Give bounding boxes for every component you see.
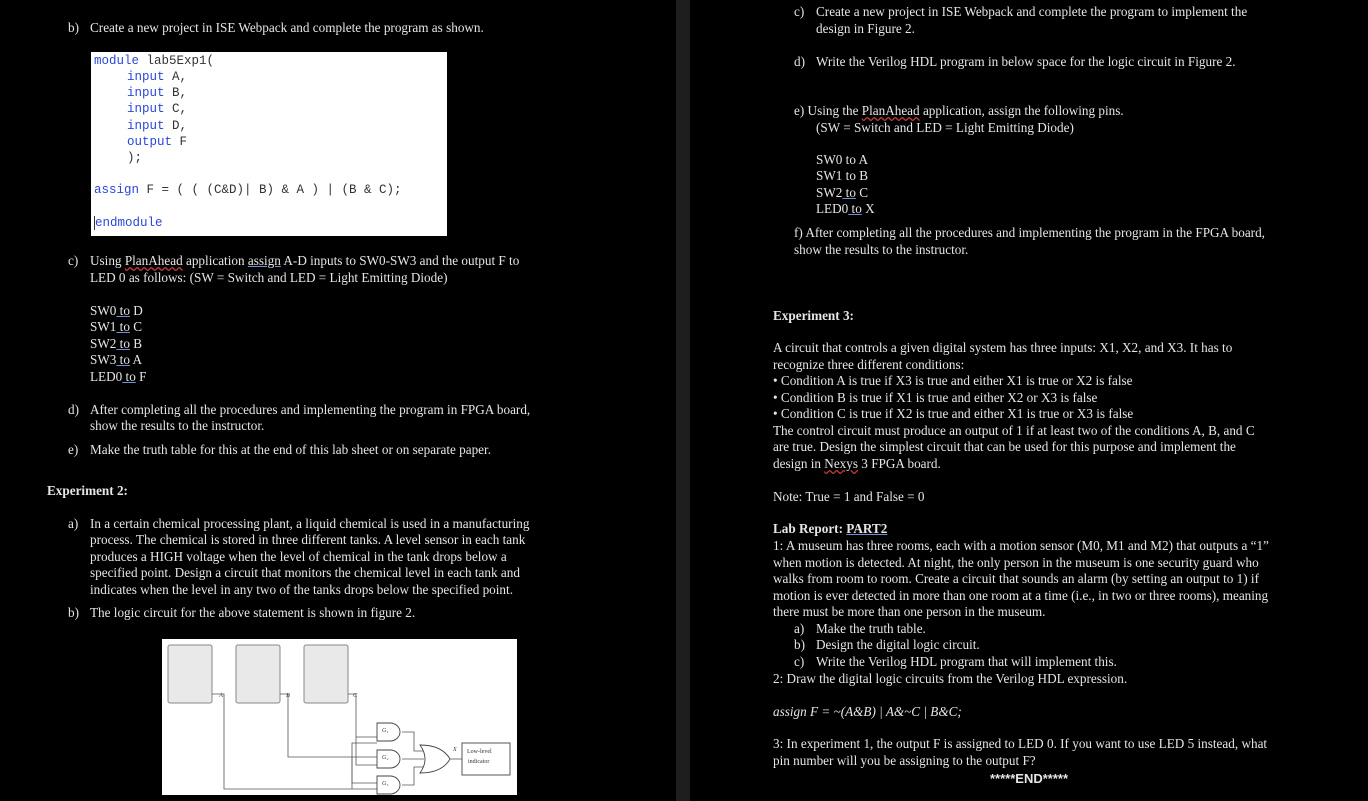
- gate-g3: [377, 776, 400, 794]
- report-line: motion is ever detected in more than one room at a time (i.e., in two or three rooms), meaning: [773, 588, 1269, 603]
- tank-b: [236, 645, 280, 703]
- label-b: B: [286, 692, 290, 699]
- step-e-text: Make the truth table for this at the end of this lab sheet or on separate paper.: [90, 442, 491, 457]
- gate-g3-label: G₃: [382, 781, 389, 787]
- or-gate: [420, 745, 450, 773]
- pin-row: LED0 to F: [90, 369, 147, 384]
- pin-row: SW0 to A: [816, 152, 869, 167]
- step-c-line-1: Create a new project in ISE Webpack and complete the program to implement the: [816, 4, 1248, 19]
- report-item: Write the Verilog HDL program that will implement this.: [816, 654, 1117, 669]
- wire-a: [212, 694, 352, 789]
- report-line: there must be more than one person in the museum.: [773, 604, 1046, 619]
- item-marker: b): [68, 20, 79, 35]
- lab-report-heading: Lab Report: PART2: [773, 521, 888, 536]
- item-marker: a): [68, 516, 79, 531]
- right-page: [690, 0, 1368, 801]
- exp3-line: recognize three different conditions:: [773, 357, 965, 372]
- step-d-line-1: After completing all the procedures and implementing the program in FPGA board,: [90, 402, 531, 417]
- step-e-line-1: e) Using the PlanAhead application, assign the following pins.: [794, 103, 1124, 118]
- question-3-line-1: 3: In experiment 1, the output F is assigned to LED 0. If you want to use LED 5 instead, what: [773, 736, 1268, 751]
- report-line: 1: A museum has three rooms, each with a motion sensor (M0, M1 and M2) that outputs a “1”: [773, 538, 1269, 553]
- report-line: walks from room to room. Create a circuit that sounds an alarm (by setting an output to 1) if: [773, 571, 1259, 586]
- item-marker: c): [68, 253, 79, 268]
- code-line-3: input B,: [127, 86, 188, 100]
- gate-g2-label: G₂: [382, 755, 389, 761]
- code-line-8: assign F = ( ( (C&D)| B) & A ) | (B & C);: [94, 183, 402, 197]
- indicator-label-1: Low-level: [467, 749, 492, 755]
- pin-row: SW0 to D: [90, 303, 143, 318]
- exp2-a-line: process. The chemical is stored in three different tanks. A level sensor in each tank: [90, 532, 526, 547]
- pin-row: SW1 to C: [90, 319, 143, 334]
- code-line-4: input C,: [127, 102, 188, 116]
- verilog-expression: assign F = ~(A&B) | A&~C | B&C;: [773, 704, 962, 719]
- note-text: Note: True = 1 and False = 0: [773, 489, 925, 504]
- exp3-line: design in Nexys 3 FPGA board.: [773, 456, 941, 471]
- code-line-7: );: [127, 151, 143, 165]
- exp2-a-line: indicates when the level in any two of the tanks drops below the specified point.: [90, 582, 513, 597]
- left-page: [0, 0, 676, 801]
- step-c-line-2: design in Figure 2.: [816, 21, 915, 36]
- bus-c: [356, 737, 377, 765]
- step-e-line-2: (SW = Switch and LED = Light Emitting Diode): [816, 120, 1074, 135]
- exp3-line: • Condition A is true if X3 is true and either X1 is true or X2 is false: [773, 373, 1133, 388]
- question-3-line-2: pin number will you be assigning to the output F?: [773, 753, 1036, 768]
- code-line-2: input A,: [127, 70, 188, 84]
- code-block: [91, 52, 447, 236]
- item-marker: b): [794, 637, 805, 652]
- report-item: Make the truth table.: [816, 621, 926, 636]
- item-marker: d): [68, 402, 79, 417]
- output-x-label: X: [453, 747, 457, 753]
- code-line-6: output F: [127, 135, 188, 149]
- end-marker: *****END*****: [990, 771, 1069, 786]
- step-c-line-2: LED 0 as follows: (SW = Switch and LED = Light Emitting Diode): [90, 270, 448, 285]
- exp2-a-line: produces a HIGH voltage when the level of chemical in the tank drops below a: [90, 549, 507, 564]
- code-line-9: endmodule: [95, 216, 163, 230]
- gate-g1-label: G₁: [382, 728, 389, 734]
- item-marker: a): [794, 621, 805, 636]
- label-a: A: [219, 692, 223, 699]
- step-f-line-2: show the results to the instructor.: [794, 242, 969, 257]
- report-item: Design the digital logic circuit.: [816, 637, 980, 652]
- item-marker: e): [68, 442, 79, 457]
- g3-out: [402, 767, 424, 785]
- code-line-1: module lab5Exp1(: [94, 54, 215, 68]
- label-c: C: [353, 692, 358, 699]
- exp3-line: The control circuit must produce an output of 1 if at least two of the conditions A, B, and C: [773, 423, 1255, 438]
- tank-a: [168, 645, 212, 703]
- question-2: 2: Draw the digital logic circuits from the Verilog HDL expression.: [773, 671, 1128, 686]
- step-d-text: Write the Verilog HDL program in below space for the logic circuit in Figure 2.: [816, 54, 1236, 69]
- step-b-text: Create a new project in ISE Webpack and complete the program as shown.: [90, 20, 484, 35]
- exp2-b-text: The logic circuit for the above statement is shown in figure 2.: [90, 605, 416, 620]
- item-marker: c): [794, 654, 805, 669]
- exp2-a-line: specified point. Design a circuit that monitors the chemical level in each tank and: [90, 565, 520, 580]
- circuit-diagram: [162, 639, 517, 795]
- item-marker: b): [68, 605, 79, 620]
- tank-c: [304, 645, 348, 703]
- pin-row: SW1 to B: [816, 168, 869, 183]
- step-d-line-2: show the results to the instructor.: [90, 418, 265, 433]
- indicator-label-2: indicator: [468, 759, 490, 765]
- exp3-line: • Condition B is true if X1 is true and either X2 or X3 is false: [773, 390, 1098, 405]
- exp2-a-line: In a certain chemical processing plant, a liquid chemical is used in a manufacturing: [90, 516, 530, 531]
- pin-row: LED0 to X: [816, 201, 875, 216]
- pin-row: SW3 to A: [90, 352, 143, 367]
- item-marker: d): [794, 54, 805, 69]
- pin-row: SW2 to B: [90, 336, 143, 351]
- g1-out: [402, 732, 424, 751]
- exp3-line: are true. Design the simplest circuit that can be used for this purpose and implement the: [773, 439, 1236, 454]
- code-line-5: input D,: [127, 119, 188, 133]
- pin-row: SW2 to C: [816, 185, 869, 200]
- gate-g2: [377, 750, 400, 768]
- report-line: when motion is detected. At night, the only person in the museum is one security guard who: [773, 555, 1259, 570]
- item-marker: c): [794, 4, 805, 19]
- step-f-line-1: f) After completing all the procedures and implementing the program in the FPGA board,: [794, 225, 1265, 240]
- wire-c: [348, 694, 377, 737]
- gate-g1: [377, 723, 400, 741]
- exp3-line: A circuit that controls a given digital system has three inputs: X1, X2, and X3. It has to: [773, 340, 1233, 355]
- step-c-line-1: Using PlanAhead application assign A-D inputs to SW0-SW3 and the output F to: [90, 253, 520, 268]
- figure-2-logic-circuit: [162, 639, 517, 795]
- experiment-3-heading: Experiment 3:: [773, 308, 854, 323]
- experiment-2-heading: Experiment 2:: [47, 483, 128, 498]
- exp3-line: • Condition C is true if X2 is true and either X1 is true or X3 is false: [773, 406, 1134, 421]
